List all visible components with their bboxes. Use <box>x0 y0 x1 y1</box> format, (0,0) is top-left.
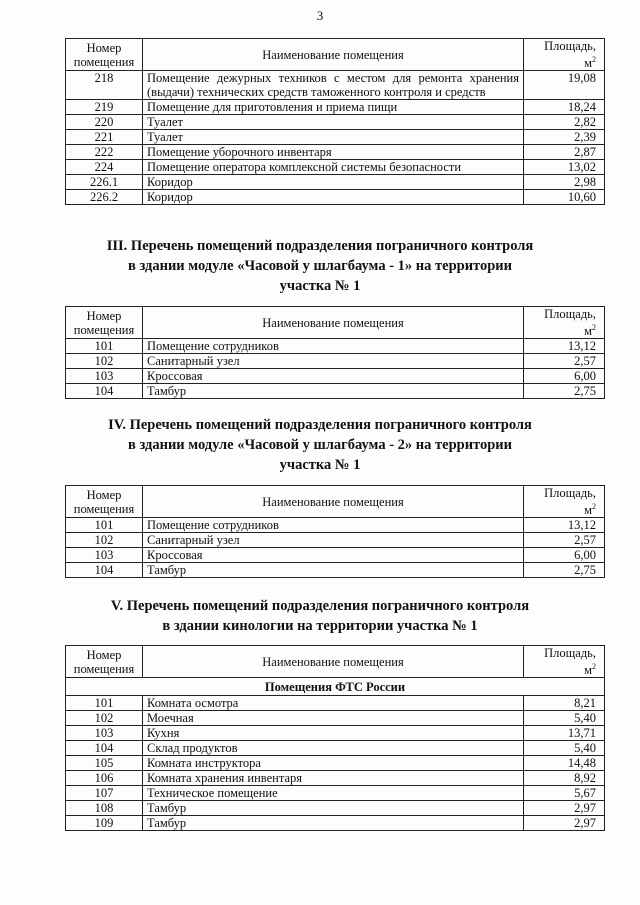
table-row <box>66 771 605 786</box>
rooms-table-section-3 <box>65 306 605 399</box>
room-name: Санитарный узел <box>143 354 524 369</box>
room-name: Коридор <box>143 175 524 190</box>
table-row <box>66 786 605 801</box>
table-row <box>66 339 605 354</box>
room-name: Коридор <box>143 190 524 205</box>
room-area: 2,75 <box>524 384 605 399</box>
table-row <box>66 726 605 741</box>
table-row <box>66 563 605 578</box>
room-name: Помещение уборочного инвентаря <box>143 145 524 160</box>
table-subheader-row <box>66 678 605 696</box>
header-area: Площадь, $м^2$ <box>524 646 605 678</box>
section-4-heading: IV. Перечень помещений подразделения пограничного контроля в здании модуле «Часовой у шлагбаума - 2» на территории участка № 1 <box>108 417 532 473</box>
room-area: 2,97 <box>524 816 605 831</box>
room-number: 103 <box>66 548 143 563</box>
room-number: 226.1 <box>66 175 143 190</box>
header-area: Площадь, $м^2$ <box>524 486 605 518</box>
room-number: 221 <box>66 130 143 145</box>
room-area: 5,67 <box>524 786 605 801</box>
room-name: Комната осмотра <box>143 696 524 711</box>
room-name: Кроссовая <box>143 369 524 384</box>
room-area: 10,60 <box>524 190 605 205</box>
table-row <box>66 354 605 369</box>
section-5-heading: V. Перечень помещений подразделения пограничного контроля в здании кинологии на территории участка № 1 <box>110 598 530 634</box>
room-number: 226.2 <box>66 190 143 205</box>
table-row <box>66 741 605 756</box>
table-row <box>66 130 605 145</box>
room-number: 104 <box>66 384 143 399</box>
table-row <box>66 190 605 205</box>
room-number: 218 <box>66 71 143 100</box>
header-area: Площадь, $м^2$ <box>524 307 605 339</box>
table-header-row <box>66 39 605 71</box>
room-number: 103 <box>66 369 143 384</box>
header-num: Номер помещения <box>66 486 143 518</box>
room-number: 102 <box>66 711 143 726</box>
room-area: 5,40 <box>524 741 605 756</box>
rooms-table-continued <box>65 38 605 205</box>
room-number: 219 <box>66 100 143 115</box>
room-name: Моечная <box>143 711 524 726</box>
room-area: 5,40 <box>524 711 605 726</box>
room-area: 13,02 <box>524 160 605 175</box>
table-row <box>66 160 605 175</box>
room-name: Помещение сотрудников <box>143 518 524 533</box>
room-number: 101 <box>66 696 143 711</box>
room-area: 2,87 <box>524 145 605 160</box>
table-row <box>66 100 605 115</box>
rooms-table-section-4 <box>65 485 605 578</box>
header-name: Наименование помещения <box>143 307 524 339</box>
table-row <box>66 145 605 160</box>
header-name: Наименование помещения <box>143 646 524 678</box>
room-area: 8,92 <box>524 771 605 786</box>
room-name: Помещение сотрудников <box>143 339 524 354</box>
table-header-row <box>66 307 605 339</box>
room-name: Туалет <box>143 115 524 130</box>
table-row <box>66 71 605 100</box>
room-number: 102 <box>66 354 143 369</box>
table-row <box>66 696 605 711</box>
header-num: Номер помещения <box>66 307 143 339</box>
room-name: Комната хранения инвентаря <box>143 771 524 786</box>
table-row <box>66 711 605 726</box>
table-row <box>66 533 605 548</box>
room-area: 13,12 <box>524 518 605 533</box>
table-row <box>66 175 605 190</box>
room-number: 101 <box>66 339 143 354</box>
room-area: 2,82 <box>524 115 605 130</box>
room-name: Тамбур <box>143 384 524 399</box>
room-name: Кроссовая <box>143 548 524 563</box>
table-row <box>66 816 605 831</box>
room-name: Склад продуктов <box>143 741 524 756</box>
section-3-heading: III. Перечень помещений подразделения пограничного контроля в здании модуле «Часовой у шлагбаума - 1» на территории участка № 1 <box>106 238 534 294</box>
room-number: 102 <box>66 533 143 548</box>
table-row <box>66 369 605 384</box>
room-area: 2,75 <box>524 563 605 578</box>
room-area: 6,00 <box>524 548 605 563</box>
subheader-fts: Помещения ФТС России <box>66 678 605 696</box>
room-number: 220 <box>66 115 143 130</box>
room-number: 101 <box>66 518 143 533</box>
room-area: 2,98 <box>524 175 605 190</box>
header-num: Номер помещения <box>66 39 143 71</box>
room-name: Тамбур <box>143 816 524 831</box>
room-name: Техническое помещение <box>143 786 524 801</box>
room-name: Санитарный узел <box>143 533 524 548</box>
room-number: 108 <box>66 801 143 816</box>
room-area: 13,12 <box>524 339 605 354</box>
room-number: 224 <box>66 160 143 175</box>
header-name: Наименование помещения <box>143 39 524 71</box>
header-name: Наименование помещения <box>143 486 524 518</box>
room-area: 2,97 <box>524 801 605 816</box>
room-name: Кухня <box>143 726 524 741</box>
room-number: 105 <box>66 756 143 771</box>
room-name: Тамбур <box>143 801 524 816</box>
room-number: 222 <box>66 145 143 160</box>
room-area: 2,57 <box>524 533 605 548</box>
table-row <box>66 115 605 130</box>
room-area: 18,24 <box>524 100 605 115</box>
room-name: Тамбур <box>143 563 524 578</box>
room-area: 8,21 <box>524 696 605 711</box>
room-number: 104 <box>66 563 143 578</box>
room-area: 2,57 <box>524 354 605 369</box>
rooms-table-section-5 <box>65 645 605 831</box>
room-area: 14,48 <box>524 756 605 771</box>
room-area: 13,71 <box>524 726 605 741</box>
table-row <box>66 756 605 771</box>
page-number: 3 <box>316 8 324 23</box>
room-number: 109 <box>66 816 143 831</box>
room-name: Помещение для приготовления и приема пищи <box>143 100 524 115</box>
room-name: Комната инструктора <box>143 756 524 771</box>
room-area: 19,08 <box>524 71 605 100</box>
room-name: Туалет <box>143 130 524 145</box>
room-number: 106 <box>66 771 143 786</box>
room-area: 2,39 <box>524 130 605 145</box>
table-header-row <box>66 486 605 518</box>
room-number: 107 <box>66 786 143 801</box>
room-name: Помещение оператора комплексной системы безопасности <box>143 160 524 175</box>
table-header-row <box>66 646 605 678</box>
header-num: Номер помещения <box>66 646 143 678</box>
room-name: Помещение дежурных техников с местом для ремонта хранения (выдачи) технических средств таможенного контроля и средств <box>143 71 524 100</box>
table-row <box>66 384 605 399</box>
table-row <box>66 548 605 563</box>
room-number: 104 <box>66 741 143 756</box>
table-row <box>66 801 605 816</box>
room-area: 6,00 <box>524 369 605 384</box>
room-number: 103 <box>66 726 143 741</box>
table-row <box>66 518 605 533</box>
header-area: Площадь, $м^2$ <box>524 39 605 71</box>
